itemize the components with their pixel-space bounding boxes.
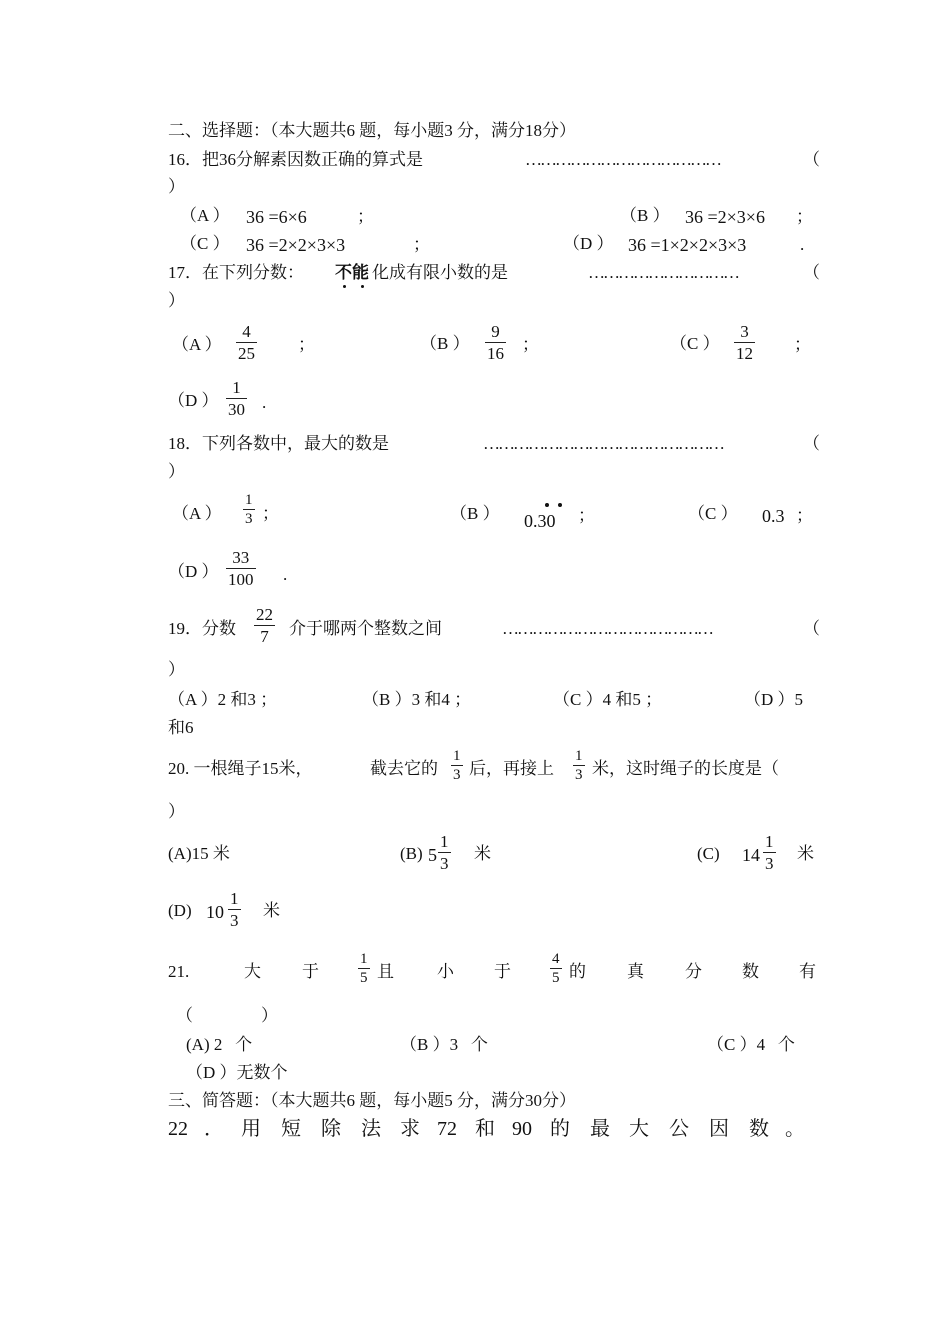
q21-option-b: （B ）3 个 [400, 1035, 488, 1054]
numerator: 1 [440, 832, 449, 851]
fraction-bar [236, 342, 257, 343]
q20-stem-a: 20. 一根绳子15米， [168, 759, 313, 778]
q20-option-d-fraction [228, 889, 241, 930]
q17-option-c-label: （C ） [670, 334, 720, 353]
q17-option-a-end: ； [298, 335, 315, 354]
q19-fraction [254, 605, 275, 646]
fraction-bar [358, 968, 370, 969]
q19-option-b: （B ）3 和4 ； [362, 690, 472, 709]
q20-option-b-fraction [438, 832, 451, 873]
q20-option-a: (A)15 米 [168, 844, 230, 863]
q21-answer-paren: （ ） [176, 1006, 278, 1025]
q20-paren-close: ） [168, 802, 185, 821]
q20-stem-b: 截去它的 [370, 759, 438, 778]
q20-option-c-unit: 米 [797, 844, 814, 863]
q21-fraction-1 [358, 951, 370, 986]
q17-option-b-end: ； [522, 335, 539, 354]
section-3-heading: 三、简答题：（本大题共6 题，每小题5 分，满分30分） [168, 1091, 576, 1110]
emphasis-dot [361, 285, 364, 288]
q22-char: 用 [241, 1118, 261, 1140]
q19-option-c: （C ）4 和5 ； [553, 690, 663, 709]
numerator: 1 [765, 832, 774, 851]
q22-char: 数 [749, 1118, 769, 1140]
q18-option-c-end: ； [796, 506, 813, 525]
numerator: 9 [491, 322, 500, 341]
denominator: 5 [360, 970, 368, 986]
q18-option-a-fraction [243, 492, 255, 527]
numerator: 4 [552, 951, 560, 967]
q21-word: 于 [494, 962, 511, 981]
q18-dots: ………………………………………… [483, 434, 723, 453]
q22-value: 72 [437, 1118, 457, 1140]
q17-option-d-label: （D ） [168, 391, 219, 410]
q17-option-c-fraction [734, 322, 755, 363]
fraction-bar [243, 509, 255, 510]
fraction-bar [573, 765, 585, 766]
q17-stem-pre: 17．在下列分数： [168, 263, 304, 282]
q17-option-c-end: ； [794, 335, 811, 354]
q16-option-a-end: ； [357, 207, 374, 226]
numerator: 1 [232, 378, 241, 397]
q21-fraction-2 [550, 951, 562, 986]
denominator: 12 [736, 344, 753, 363]
q16-option-d-end: . [800, 235, 805, 254]
q22-char: 短 [281, 1118, 301, 1140]
q21-word: 且 [377, 962, 394, 981]
denominator: 25 [238, 344, 255, 363]
q21-word: 于 [302, 962, 319, 981]
q18-option-c-value: 0.3 [762, 506, 785, 526]
q21-word: 分 [685, 962, 702, 981]
q20-option-b-label: (B) [400, 844, 423, 863]
q20-option-d-label: (D) [168, 901, 192, 920]
q17-option-a-label: （A ） [172, 335, 222, 354]
fraction-bar [485, 342, 506, 343]
q21-option-d: （D ）无数个 [186, 1063, 288, 1082]
repeating-decimal-dot [558, 503, 562, 507]
numerator: 1 [575, 748, 583, 764]
q22-char: 因 [709, 1118, 729, 1140]
denominator: 7 [260, 627, 269, 646]
denominator: 100 [228, 570, 254, 589]
denominator: 3 [453, 767, 461, 783]
q22-char: 公 [669, 1118, 689, 1140]
q17-option-d-fraction [226, 378, 247, 419]
fraction-bar [226, 568, 256, 569]
q18-stem: 18．下列各数中，最大的数是 [168, 434, 389, 453]
q22-char: 的 [550, 1118, 570, 1140]
denominator: 3 [575, 767, 583, 783]
q20-option-d-whole: 10 [206, 902, 224, 922]
q19-option-a: （A ）2 和3 ； [168, 690, 278, 709]
denominator: 16 [487, 344, 504, 363]
q16-paren-close: ） [168, 177, 185, 196]
q17-paren-open: （ [803, 263, 820, 282]
denominator: 5 [552, 970, 560, 986]
q17-dots: ………………………… [588, 263, 738, 282]
repeating-decimal-dot [545, 503, 549, 507]
q20-option-b-unit: 米 [474, 844, 491, 863]
numerator: 22 [256, 605, 273, 624]
numerator: 1 [453, 748, 461, 764]
q19-stem-pre: 19．分数 [168, 619, 236, 638]
fraction-bar [550, 968, 562, 969]
q20-option-b-whole: 5 [428, 845, 437, 865]
q21-word: 有 [799, 962, 816, 981]
q16-dots: ………………………………… [525, 150, 720, 169]
q19-option-d-continued: 和6 [168, 718, 194, 737]
q17-option-b-label: （B ） [420, 334, 470, 353]
fraction-bar [734, 342, 755, 343]
denominator: 3 [245, 511, 253, 527]
q17-option-a-fraction [236, 322, 257, 363]
q21-option-c: （C ）4 个 [707, 1035, 795, 1054]
q16-option-c-label: （C ） [180, 234, 230, 253]
denominator: 3 [230, 911, 239, 930]
fraction-bar [451, 765, 463, 766]
q18-option-a-label: （A ） [172, 504, 222, 523]
q16-option-b-label: （B ） [620, 206, 670, 225]
q19-paren-open: （ [803, 619, 820, 638]
q20-option-c-fraction [763, 832, 776, 873]
denominator: 30 [228, 400, 245, 419]
denominator: 3 [440, 854, 449, 873]
q19-paren-close: ） [168, 660, 185, 679]
q17-option-b-fraction [485, 322, 506, 363]
q22-char: 求 [400, 1118, 420, 1140]
q18-option-d-fraction [226, 548, 256, 589]
fraction-bar [763, 852, 776, 853]
numerator: 1 [230, 889, 239, 908]
q22-value: 90 [512, 1118, 532, 1140]
q16-option-b-end: ； [796, 207, 813, 226]
q20-stem-c: 后，再接上 [469, 759, 554, 778]
q16-option-c-end: ； [413, 235, 430, 254]
q19-option-d: （D ）5 [744, 690, 804, 709]
q16-option-c-expr: 36 =2×2×3×3 [246, 235, 346, 255]
section-2-heading: 二、选择题：（本大题共6 题，每小题3 分，满分18分） [168, 121, 576, 140]
q18-option-a-end: ； [262, 504, 279, 523]
q19-dots: …………………………………… [502, 619, 712, 638]
fraction-bar [228, 909, 241, 910]
q21-option-a: (A) 2 个 [186, 1035, 253, 1054]
q17-stem-emphasis: 不能 [335, 263, 369, 282]
q16-option-a-label: （A ） [180, 206, 230, 225]
q22-char: 法 [361, 1118, 381, 1140]
q18-option-c-label: （C ） [688, 504, 738, 523]
q22-char: ． [204, 1118, 224, 1140]
q18-option-b-label: （B ） [450, 504, 500, 523]
fraction-bar [438, 852, 451, 853]
q22-char: 大 [629, 1118, 649, 1140]
emphasis-dot [343, 285, 346, 288]
q20-fraction-1 [451, 748, 463, 783]
q18-paren-close: ） [168, 462, 185, 481]
q21-word: 真 [627, 962, 644, 981]
q16-option-d-label: （D ） [563, 234, 614, 253]
numerator: 33 [232, 548, 250, 567]
q22-char: 。 [785, 1118, 805, 1140]
numerator: 1 [245, 492, 253, 508]
q17-stem-post: 化成有限小数的是 [372, 263, 508, 282]
q22-char: 除 [321, 1118, 341, 1140]
numerator: 1 [360, 951, 368, 967]
q22-char: 和 [475, 1118, 495, 1140]
q17-option-d-end: . [262, 393, 267, 412]
q18-option-b-end: ； [578, 506, 595, 525]
q21-word: 数 [742, 962, 759, 981]
q16-option-b-expr: 36 =2×3×6 [685, 207, 765, 227]
q21-word: 小 [437, 962, 454, 981]
denominator: 3 [765, 854, 774, 873]
fraction-bar [254, 625, 275, 626]
q18-option-d-label: （D ） [168, 562, 219, 581]
numerator: 3 [740, 322, 749, 341]
q19-stem-post: 介于哪两个整数之间 [289, 619, 442, 638]
numerator: 4 [242, 322, 251, 341]
q20-stem-d: 米，这时绳子的长度是（ [592, 759, 779, 778]
q17-paren-close: ） [168, 291, 185, 310]
q18-paren-open: （ [803, 434, 820, 453]
q22-number: 22 [168, 1118, 188, 1140]
q21-word: 的 [569, 962, 586, 981]
q18-option-d-end: . [283, 565, 288, 584]
q16-option-a-expr: 36 =6×6 [246, 207, 307, 227]
q16-option-d-expr: 36 =1×2×2×3×3 [628, 235, 747, 255]
q16-paren-open: （ [803, 150, 820, 169]
q20-option-d-unit: 米 [263, 901, 280, 920]
q20-option-c-whole: 14 [742, 845, 760, 865]
q16-stem: 16．把36分解素因数正确的算式是 [168, 150, 423, 169]
q18-option-b-value: 0.30 [524, 511, 556, 531]
fraction-bar [226, 398, 247, 399]
q21-word: 大 [244, 962, 261, 981]
q20-fraction-2 [573, 748, 585, 783]
q21-number: 21. [168, 962, 190, 981]
q22-char: 最 [590, 1118, 610, 1140]
q20-option-c-label: (C) [697, 844, 720, 863]
